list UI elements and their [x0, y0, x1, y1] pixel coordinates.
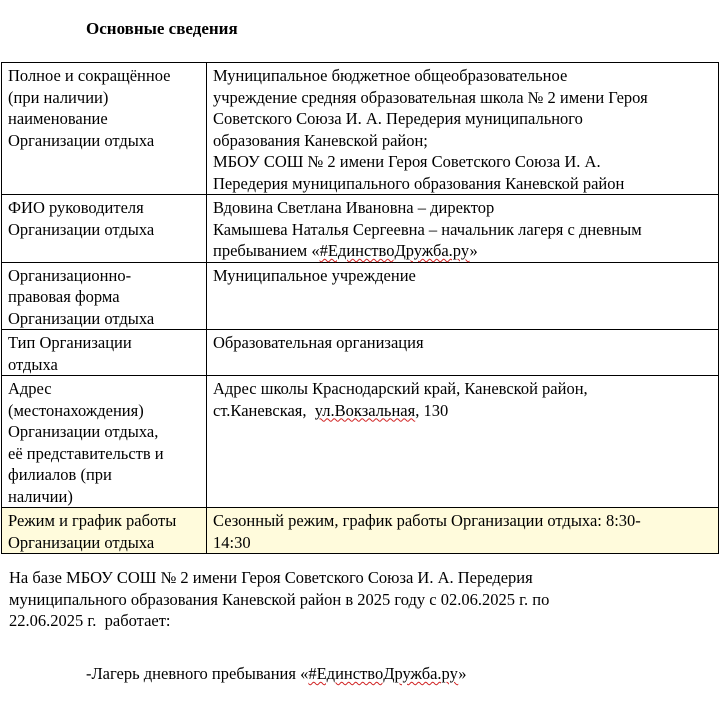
table-row — [2, 195, 719, 263]
spellcheck-marked-text: #ЕдинствоДружба.ру — [308, 664, 459, 683]
table-row — [2, 262, 719, 330]
bullet-item: -Лагерь дневного пребывания «#ЕдинствоДружба.ру» — [86, 664, 467, 683]
row-value-address: Адрес школы Краснодарский край, Каневской район, ст.Каневская, ул.Вокзальная, 130 — [207, 376, 719, 508]
row-label-schedule: Режим и график работы Организации отдыха — [2, 508, 207, 554]
section-heading: Основные сведения — [86, 19, 238, 38]
table-row — [2, 63, 719, 195]
row-value-schedule: Сезонный режим, график работы Организации отдыха: 8:30- 14:30 — [207, 508, 719, 554]
table-row — [2, 330, 719, 376]
row-value-director: Вдовина Светлана Ивановна – директор Камышева Наталья Сергеевна – начальник лагеря с дневным пребыванием «#ЕдинствоДружба.ру» — [207, 195, 719, 263]
row-value-name: Муниципальное бюджетное общеобразовательное учреждение средняя образовательная школа № 2 имени Героя Советского Союза И. А. Передерия муниципального образования Каневской район; МБОУ СОШ № 2 имени Героя Советского Союза И. А. Передерия муниципального образования Каневской район — [207, 63, 719, 195]
row-label-name: Полное и сокращённое (при наличии) наименование Организации отдыха — [2, 63, 207, 195]
row-label-director: ФИО руководителя Организации отдыха — [2, 195, 207, 263]
info-table — [1, 62, 719, 554]
row-label-legal-form: Организационно- правовая форма Организации отдыха — [2, 262, 207, 330]
table-row — [2, 376, 719, 508]
spellcheck-marked-text: ул.Вокзальная — [314, 400, 416, 420]
table-row-highlighted — [2, 508, 719, 554]
row-label-address: Адрес (местонахождения) Организации отдыха, её представительств и филиалов (при наличии) — [2, 376, 207, 508]
row-value-legal-form: Муниципальное учреждение — [207, 262, 719, 330]
row-value-type: Образовательная организация — [207, 330, 719, 376]
body-paragraph: На базе МБОУ СОШ № 2 имени Героя Советского Союза И. А. Передерия муниципального образования Каневской район в 2025 году с 02.06.2025 г. по 22.06.2025 г. работает: — [9, 568, 550, 630]
row-label-type: Тип Организации отдыха — [2, 330, 207, 376]
spellcheck-marked-text: #ЕдинствоДружба.ру — [319, 241, 470, 260]
